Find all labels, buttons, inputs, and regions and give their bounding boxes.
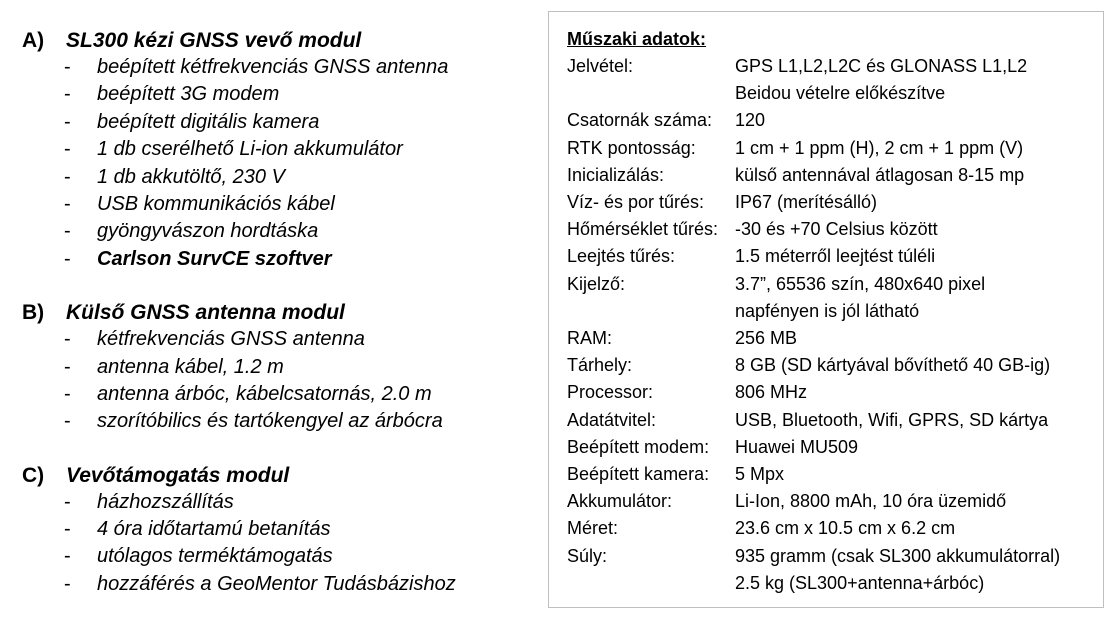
spec-value-line: 3.7”, 65536 szín, 480x640 pixel (735, 273, 986, 294)
module-item (22, 136, 542, 163)
spec-label: Csatornák száma: (567, 110, 713, 131)
spec-value (735, 379, 1060, 406)
module-item (22, 516, 542, 543)
spec-value (735, 407, 1060, 434)
spec-value-line: GPS L1,L2,L2C és GLONASS L1,L2 (735, 56, 1028, 76)
module-item (22, 109, 542, 136)
module-item-text: Carlson SurvCE szoftver (97, 247, 332, 270)
module-list (22, 27, 542, 624)
spec-label: Súly: (567, 545, 608, 566)
spec-row (567, 325, 1060, 352)
module-item-text: beépített digitális kamera (97, 110, 320, 133)
module-item (22, 489, 542, 516)
spec-row (567, 379, 1060, 406)
spec-row (567, 488, 1060, 515)
spec-panel (548, 11, 1104, 608)
spec-row (567, 107, 1060, 134)
module-item-text: szorítóbilics és tartókengyel az árbócra (97, 410, 443, 433)
spec-value (735, 135, 1060, 162)
spec-value-line: -30 és +70 Celsius között (735, 219, 938, 240)
spec-label: Inicializálás: (567, 164, 665, 185)
spec-value-line: IP67 (merítésálló) (735, 192, 878, 213)
spec-value-line: 5 Mpx (735, 464, 785, 485)
dash-bullet: - (64, 382, 71, 405)
module-heading (22, 27, 542, 54)
spec-row (567, 162, 1060, 189)
spec-value (735, 352, 1060, 379)
spec-value (735, 434, 1060, 461)
spec-value (735, 243, 1060, 270)
spec-value-line: napfényen is jól látható (735, 300, 920, 321)
module-item-text: kétfrekvenciás GNSS antenna (97, 328, 365, 351)
dash-bullet: - (64, 83, 71, 106)
spec-row (567, 189, 1060, 216)
spec-label: Jelvétel: (567, 56, 634, 76)
spec-value-line: 2.5 kg (SL300+antenna+árbóc) (735, 572, 985, 593)
spec-row (567, 271, 1060, 325)
spec-value-line: USB, Bluetooth, Wifi, GPRS, SD kártya (735, 409, 1049, 430)
module-heading (22, 462, 542, 489)
spec-value (735, 461, 1060, 488)
module-item (22, 81, 542, 108)
spec-value-line: 935 gramm (csak SL300 akkumulátorral) (735, 545, 1061, 566)
module-item-text: gyöngyvászon hordtáska (97, 220, 319, 243)
spec-row (567, 352, 1060, 379)
spec-label: Adatátvitel: (567, 409, 657, 430)
module-item (22, 326, 542, 353)
spec-value-line: 23.6 cm x 10.5 cm x 6.2 cm (735, 518, 956, 539)
module-title: Vevőtámogatás modul (66, 463, 290, 487)
spec-value-line: 1.5 méterről leejtést túléli (735, 246, 936, 267)
dash-bullet: - (64, 220, 71, 243)
module-letter: A) (22, 29, 45, 52)
spec-row (567, 543, 1060, 597)
module-item (22, 408, 542, 435)
dash-bullet: - (64, 328, 71, 351)
dash-bullet: - (64, 110, 71, 133)
spec-value-line: 120 (735, 110, 766, 131)
spec-row (567, 243, 1060, 270)
module-item-text: antenna kábel, 1.2 m (97, 355, 284, 378)
module-item (22, 381, 542, 408)
spec-row (567, 461, 1060, 488)
module-title: Külső GNSS antenna modul (66, 301, 345, 325)
module-letter: B) (22, 301, 45, 325)
spec-value-line: Huawei MU509 (735, 436, 859, 457)
spec-label: Beépített modem: (567, 436, 710, 457)
spec-label: RTK pontosság: (567, 137, 696, 158)
dash-bullet: - (64, 247, 71, 270)
spec-label: Kijelző: (567, 273, 626, 294)
dash-bullet: - (64, 490, 71, 513)
module-item (22, 354, 542, 381)
spec-value-line: Li-Ion, 8800 mAh, 10 óra üzemidő (735, 491, 1007, 512)
spec-value-line: 8 GB (SD kártyával bővíthető 40 GB-ig) (735, 355, 1051, 376)
module-items (22, 54, 542, 273)
module-item-text: 4 óra időtartamú betanítás (97, 518, 331, 541)
spec-row (567, 515, 1060, 542)
spec-label: Akkumulátor: (567, 491, 673, 512)
spec-row (567, 135, 1060, 162)
module-item (22, 543, 542, 570)
spec-label: Tárhely: (567, 355, 633, 376)
spec-value (735, 107, 1060, 134)
spec-value-line: 256 MB (735, 328, 798, 349)
spec-value (735, 162, 1060, 189)
module-item (22, 191, 542, 218)
spec-table (567, 53, 1060, 597)
module-item (22, 246, 542, 273)
module-items (22, 326, 542, 436)
spec-row (567, 216, 1060, 243)
spec-label: Víz- és por tűrés: (567, 192, 705, 213)
module-item-text: utólagos terméktámogatás (97, 545, 333, 568)
spec-value-line: Beidou vételre előkészítve (735, 83, 946, 104)
dash-bullet: - (64, 165, 71, 188)
spec-row (567, 407, 1060, 434)
spec-label: RAM: (567, 328, 612, 349)
module-title: SL300 kézi GNSS vevő modul (66, 29, 362, 52)
spec-label: Leejtés tűrés: (567, 246, 676, 267)
module-item-text: beépített 3G modem (97, 83, 280, 106)
module-item-text: 1 db akkutöltő, 230 V (97, 165, 285, 188)
spec-value (735, 543, 1060, 597)
dash-bullet: - (64, 192, 71, 215)
module-item-text: beépített kétfrekvenciás GNSS antenna (97, 56, 449, 78)
dash-bullet: - (64, 138, 71, 161)
module-item (22, 571, 542, 598)
spec-value (735, 271, 1060, 325)
module-item (22, 164, 542, 191)
spec-value (735, 53, 1060, 107)
module-item-text: hozzáférés a GeoMentor Tudásbázishoz (97, 572, 456, 595)
spec-label: Méret: (567, 518, 619, 539)
spec-value-line: 1 cm + 1 ppm (H), 2 cm + 1 ppm (V) (735, 137, 1024, 158)
spec-value (735, 189, 1060, 216)
module-item-text: 1 db cserélhető Li-ion akkumulátor (97, 138, 403, 161)
module-letter: C) (22, 463, 45, 487)
spec-value (735, 515, 1060, 542)
spec-value-line: külső antennával átlagosan 8-15 mp (735, 164, 1025, 185)
spec-label: Beépített kamera: (567, 464, 710, 485)
dash-bullet: - (64, 355, 71, 378)
dash-bullet: - (64, 572, 71, 595)
module-item-text: házhozszállítás (97, 490, 234, 513)
spec-value (735, 325, 1060, 352)
spec-row (567, 434, 1060, 461)
spec-value (735, 216, 1060, 243)
spec-panel-content (567, 26, 1060, 597)
spec-label: Processor: (567, 382, 654, 403)
spec-title: Műszaki adatok: (567, 29, 707, 49)
module-section (22, 462, 542, 599)
module-item-text: antenna árbóc, kábelcsatornás, 2.0 m (97, 382, 432, 405)
dash-bullet: - (64, 56, 71, 78)
module-section (22, 299, 542, 436)
module-item (22, 218, 542, 245)
spec-label: Hőmérséklet tűrés: (567, 219, 719, 240)
module-items (22, 489, 542, 599)
spec-value (735, 488, 1060, 515)
module-heading (22, 299, 542, 326)
module-section (22, 27, 542, 273)
dash-bullet: - (64, 545, 71, 568)
spec-value-line: 806 MHz (735, 382, 808, 403)
spec-row (567, 53, 1060, 107)
module-item (22, 54, 542, 81)
dash-bullet: - (64, 410, 71, 433)
module-item-text: USB kommunikációs kábel (97, 192, 335, 215)
dash-bullet: - (64, 518, 71, 541)
